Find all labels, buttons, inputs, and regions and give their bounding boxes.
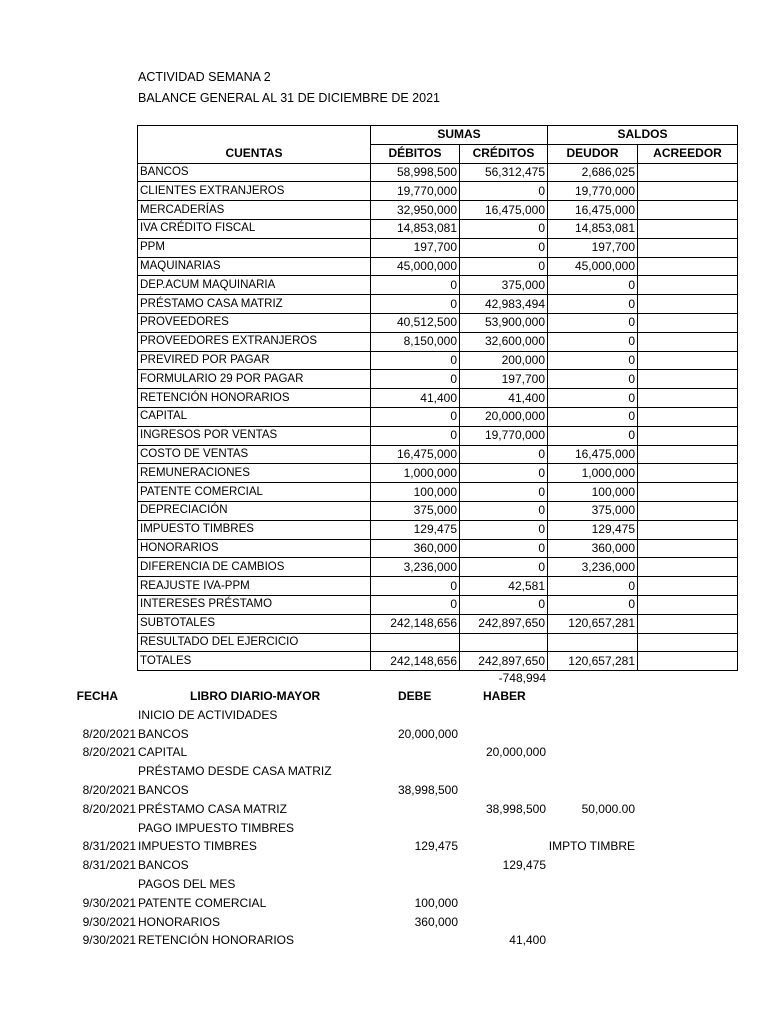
journal-row — [0, 856, 768, 875]
balance-row — [138, 370, 738, 389]
debitos-cell: 45,000,000 — [371, 257, 460, 276]
balance-row — [138, 577, 738, 596]
creditos-cell: 242,897,650 — [460, 614, 548, 633]
deudor-cell: 197,700 — [548, 238, 638, 257]
journal-account: BANCOS — [138, 726, 189, 741]
account-name-cell: REMUNERACIONES — [138, 464, 371, 483]
fecha-header: FECHA — [76, 689, 118, 703]
balance-row — [138, 633, 738, 652]
journal-date: 8/20/2021 — [82, 801, 136, 816]
balance-row — [138, 445, 738, 464]
creditos-cell: 0 — [460, 182, 548, 201]
account-name-cell: PROVEEDORES EXTRANJEROS — [138, 332, 371, 351]
journal-row — [0, 781, 768, 800]
journal-date: 8/20/2021 — [82, 726, 136, 741]
deudor-cell: 0 — [548, 595, 638, 614]
debitos-cell: 129,475 — [371, 520, 460, 539]
journal-haber: 129,475 — [502, 858, 546, 873]
deudor-cell: 3,236,000 — [548, 558, 638, 577]
journal-note: 50,000.00 — [581, 801, 635, 816]
account-name-cell: COSTO DE VENTAS — [138, 445, 371, 464]
journal-date: 9/30/2021 — [82, 933, 136, 948]
deudor-cell: 14,853,081 — [548, 219, 638, 238]
libro-header: LIBRO DIARIO-MAYOR — [190, 689, 321, 703]
journal-date: 8/31/2021 — [82, 858, 136, 873]
account-name-cell: PRÉSTAMO CASA MATRIZ — [138, 295, 371, 314]
account-name-cell: PPM — [138, 238, 371, 257]
journal-account: BANCOS — [138, 782, 189, 797]
debitos-cell: 360,000 — [371, 539, 460, 558]
creditos-cell: 0 — [460, 539, 548, 558]
haber-header: HABER — [483, 689, 526, 703]
balance-row — [138, 257, 738, 276]
acreedor-cell — [638, 182, 738, 201]
acreedor-header: ACREEDOR — [638, 144, 738, 163]
document-subtitle: BALANCE GENERAL AL 31 DE DICIEMBRE DE 2021 — [138, 91, 440, 105]
creditos-cell: 0 — [460, 238, 548, 257]
acreedor-cell — [638, 313, 738, 332]
acreedor-cell — [638, 351, 738, 370]
acreedor-cell — [638, 577, 738, 596]
debitos-cell: 41,400 — [371, 389, 460, 408]
balance-row — [138, 313, 738, 332]
creditos-cell: 41,400 — [460, 389, 548, 408]
debitos-cell: 58,998,500 — [371, 163, 460, 182]
creditos-cell: 56,312,475 — [460, 163, 548, 182]
acreedor-cell — [638, 595, 738, 614]
journal-date: 9/30/2021 — [82, 895, 136, 910]
debitos-header: DÉBITOS — [371, 144, 460, 163]
account-name-cell: INGRESOS POR VENTAS — [138, 426, 371, 445]
difference-value: -748,994 — [498, 671, 546, 685]
debitos-cell: 0 — [371, 426, 460, 445]
deudor-cell: 129,475 — [548, 520, 638, 539]
balance-row — [138, 426, 738, 445]
journal-date: 9/30/2021 — [82, 914, 136, 929]
account-name-cell: RETENCIÓN HONORARIOS — [138, 389, 371, 408]
journal-note: IMPTO TIMBRE — [548, 839, 635, 854]
creditos-cell: 53,900,000 — [460, 313, 548, 332]
account-name-cell: SUBTOTALES — [138, 614, 371, 633]
creditos-cell: 16,475,000 — [460, 201, 548, 220]
journal-debe: 100,000 — [414, 895, 458, 910]
creditos-cell: 42,581 — [460, 577, 548, 596]
deudor-cell: 0 — [548, 370, 638, 389]
acreedor-cell — [638, 501, 738, 520]
journal-account: PATENTE COMERCIAL — [138, 895, 267, 910]
deudor-cell: 0 — [548, 426, 638, 445]
balance-row — [138, 539, 738, 558]
journal-row — [0, 762, 768, 781]
account-name-cell: DIFERENCIA DE CAMBIOS — [138, 558, 371, 577]
journal-account: PRÉSTAMO CASA MATRIZ — [138, 801, 287, 816]
cuentas-header: CUENTAS — [138, 144, 371, 163]
deudor-cell: 0 — [548, 389, 638, 408]
deudor-cell: 0 — [548, 332, 638, 351]
journal-row — [0, 725, 768, 744]
creditos-cell: 20,000,000 — [460, 407, 548, 426]
debitos-cell: 3,236,000 — [371, 558, 460, 577]
account-name-cell: IVA CRÉDITO FISCAL — [138, 219, 371, 238]
balance-row — [138, 464, 738, 483]
account-name-cell: REAJUSTE IVA-PPM — [138, 577, 371, 596]
creditos-cell: 32,600,000 — [460, 332, 548, 351]
debitos-cell — [371, 633, 460, 652]
debitos-cell: 0 — [371, 595, 460, 614]
acreedor-cell — [638, 614, 738, 633]
journal-row — [0, 894, 768, 913]
debitos-cell: 0 — [371, 276, 460, 295]
balance-row — [138, 501, 738, 520]
balance-row — [138, 351, 738, 370]
balance-table — [137, 125, 738, 671]
journal-ledger — [0, 687, 768, 950]
debitos-cell: 0 — [371, 577, 460, 596]
journal-haber: 41,400 — [509, 933, 546, 948]
deudor-cell: 16,475,000 — [548, 445, 638, 464]
journal-debe: 129,475 — [414, 839, 458, 854]
journal-account: IMPUESTO TIMBRES — [138, 839, 257, 854]
account-name-cell: PROVEEDORES — [138, 313, 371, 332]
debitos-cell: 40,512,500 — [371, 313, 460, 332]
journal-row — [0, 706, 768, 725]
acreedor-cell — [638, 332, 738, 351]
acreedor-cell — [638, 520, 738, 539]
balance-row — [138, 295, 738, 314]
balance-row — [138, 163, 738, 182]
account-name-cell: MERCADERÍAS — [138, 201, 371, 220]
acreedor-cell — [638, 558, 738, 577]
debe-header: DEBE — [398, 689, 432, 703]
acreedor-cell — [638, 370, 738, 389]
creditos-cell: 242,897,650 — [460, 652, 548, 671]
account-name-cell: BANCOS — [138, 163, 371, 182]
journal-header-row — [0, 687, 768, 706]
sumas-header: SUMAS — [371, 126, 548, 145]
acreedor-cell — [638, 201, 738, 220]
balance-row — [138, 201, 738, 220]
balance-row — [138, 483, 738, 502]
acreedor-cell — [638, 483, 738, 502]
deudor-cell: 2,686,025 — [548, 163, 638, 182]
journal-debe: 360,000 — [414, 914, 458, 929]
deudor-cell: 0 — [548, 577, 638, 596]
creditos-cell: 200,000 — [460, 351, 548, 370]
journal-haber: 20,000,000 — [485, 745, 546, 760]
journal-row — [0, 837, 768, 856]
acreedor-cell — [638, 445, 738, 464]
acreedor-cell — [638, 219, 738, 238]
deudor-cell: 0 — [548, 276, 638, 295]
debitos-cell: 32,950,000 — [371, 201, 460, 220]
journal-date: 8/20/2021 — [82, 745, 136, 760]
debitos-cell: 0 — [371, 370, 460, 389]
column-header-row — [138, 144, 738, 163]
balance-row — [138, 652, 738, 671]
balance-table-viewport — [137, 125, 722, 670]
deudor-cell: 360,000 — [548, 539, 638, 558]
acreedor-cell — [638, 539, 738, 558]
deudor-cell: 0 — [548, 407, 638, 426]
journal-debe: 38,998,500 — [397, 782, 458, 797]
account-name-cell: MAQUINARIAS — [138, 257, 371, 276]
creditos-cell: 42,983,494 — [460, 295, 548, 314]
debitos-cell: 14,853,081 — [371, 219, 460, 238]
acreedor-cell — [638, 238, 738, 257]
acreedor-cell — [638, 633, 738, 652]
balance-row — [138, 614, 738, 633]
deudor-cell: 0 — [548, 351, 638, 370]
journal-account: INICIO DE ACTIVIDADES — [138, 707, 278, 722]
acreedor-cell — [638, 257, 738, 276]
account-name-cell: DEP.ACUM MAQUINARIA — [138, 276, 371, 295]
account-name-cell: RESULTADO DEL EJERCICIO — [138, 633, 371, 652]
creditos-cell: 0 — [460, 501, 548, 520]
debitos-cell: 197,700 — [371, 238, 460, 257]
saldos-header: SALDOS — [548, 126, 738, 145]
balance-row — [138, 558, 738, 577]
account-name-cell: CLIENTES EXTRANJEROS — [138, 182, 371, 201]
creditos-cell: 0 — [460, 464, 548, 483]
journal-account: RETENCIÓN HONORARIOS — [138, 933, 295, 948]
group-header-row — [138, 126, 738, 145]
creditos-header: CRÉDITOS — [460, 144, 548, 163]
debitos-cell: 0 — [371, 407, 460, 426]
debitos-cell: 375,000 — [371, 501, 460, 520]
balance-row — [138, 595, 738, 614]
deudor-cell: 0 — [548, 295, 638, 314]
journal-account: PRÉSTAMO DESDE CASA MATRIZ — [138, 764, 332, 779]
deudor-cell: 1,000,000 — [548, 464, 638, 483]
acreedor-cell — [638, 652, 738, 671]
journal-account: BANCOS — [138, 858, 189, 873]
debitos-cell: 19,770,000 — [371, 182, 460, 201]
acreedor-cell — [638, 389, 738, 408]
journal-row — [0, 819, 768, 838]
document-title: ACTIVIDAD SEMANA 2 — [138, 70, 271, 84]
creditos-cell: 375,000 — [460, 276, 548, 295]
deudor-cell: 120,657,281 — [548, 614, 638, 633]
acreedor-cell — [638, 163, 738, 182]
debitos-cell: 242,148,656 — [371, 652, 460, 671]
debitos-cell: 0 — [371, 351, 460, 370]
creditos-cell: 19,770,000 — [460, 426, 548, 445]
journal-date: 8/31/2021 — [82, 839, 136, 854]
account-name-cell: DEPRECIACIÓN — [138, 501, 371, 520]
creditos-cell: 0 — [460, 445, 548, 464]
balance-row — [138, 238, 738, 257]
creditos-cell — [460, 633, 548, 652]
deudor-cell: 16,475,000 — [548, 201, 638, 220]
journal-row — [0, 800, 768, 819]
creditos-cell: 0 — [460, 520, 548, 539]
creditos-cell: 0 — [460, 483, 548, 502]
balance-row — [138, 276, 738, 295]
balance-row — [138, 389, 738, 408]
journal-account: CAPITAL — [138, 745, 188, 760]
account-name-cell: CAPITAL — [138, 407, 371, 426]
balance-row — [138, 520, 738, 539]
journal-account: HONORARIOS — [138, 914, 221, 929]
deudor-cell: 0 — [548, 313, 638, 332]
journal-haber: 38,998,500 — [485, 801, 546, 816]
account-name-cell: TOTALES — [138, 652, 371, 671]
journal-row — [0, 743, 768, 762]
account-name-cell: IMPUESTO TIMBRES — [138, 520, 371, 539]
journal-account: PAGOS DEL MES — [138, 876, 236, 891]
deudor-cell: 100,000 — [548, 483, 638, 502]
creditos-cell: 197,700 — [460, 370, 548, 389]
empty-header-cell — [138, 126, 371, 145]
acreedor-cell — [638, 407, 738, 426]
debitos-cell: 16,475,000 — [371, 445, 460, 464]
deudor-cell: 375,000 — [548, 501, 638, 520]
journal-debe: 20,000,000 — [397, 726, 458, 741]
deudor-cell: 45,000,000 — [548, 257, 638, 276]
balance-row — [138, 182, 738, 201]
acreedor-cell — [638, 426, 738, 445]
balance-row — [138, 407, 738, 426]
deudor-cell — [548, 633, 638, 652]
deudor-header: DEUDOR — [548, 144, 638, 163]
creditos-cell: 0 — [460, 595, 548, 614]
account-name-cell: PREVIRED POR PAGAR — [138, 351, 371, 370]
acreedor-cell — [638, 295, 738, 314]
balance-row — [138, 332, 738, 351]
account-name-cell: HONORARIOS — [138, 539, 371, 558]
journal-account: PAGO IMPUESTO TIMBRES — [138, 820, 295, 835]
debitos-cell: 100,000 — [371, 483, 460, 502]
debitos-cell: 8,150,000 — [371, 332, 460, 351]
debitos-cell: 242,148,656 — [371, 614, 460, 633]
journal-row — [0, 875, 768, 894]
acreedor-cell — [638, 464, 738, 483]
creditos-cell: 0 — [460, 257, 548, 276]
acreedor-cell — [638, 276, 738, 295]
account-name-cell: PATENTE COMERCIAL — [138, 483, 371, 502]
journal-row — [0, 931, 768, 950]
balance-row — [138, 219, 738, 238]
deudor-cell: 19,770,000 — [548, 182, 638, 201]
creditos-cell: 0 — [460, 219, 548, 238]
journal-row — [0, 913, 768, 932]
account-name-cell: INTERESES PRÉSTAMO — [138, 595, 371, 614]
debitos-cell: 1,000,000 — [371, 464, 460, 483]
journal-date: 8/20/2021 — [82, 782, 136, 797]
deudor-cell: 120,657,281 — [548, 652, 638, 671]
account-name-cell: FORMULARIO 29 POR PAGAR — [138, 370, 371, 389]
creditos-cell: 0 — [460, 558, 548, 577]
debitos-cell: 0 — [371, 295, 460, 314]
